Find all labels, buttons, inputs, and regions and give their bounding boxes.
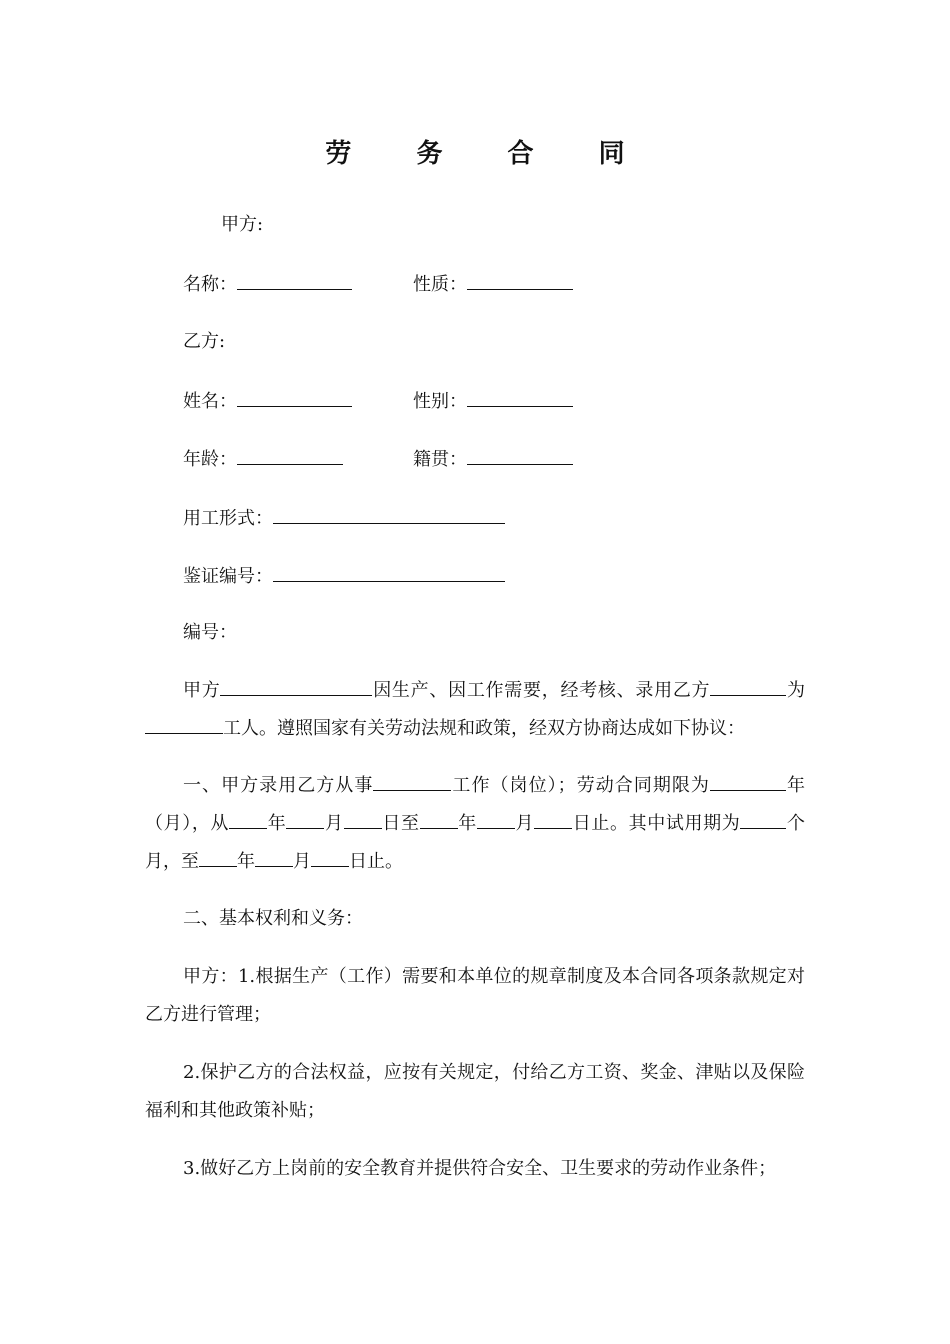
clause1-text-7: 年: [457, 813, 477, 834]
certification-no-blank[interactable]: [273, 563, 505, 582]
clause1-text-11: 年: [237, 851, 255, 872]
clause1-text-8: 月: [514, 813, 535, 834]
intro-text-2: 因生产、因工作需要，经考核、录用乙方: [372, 680, 711, 701]
intro-blank-worker-type[interactable]: [145, 717, 223, 734]
party-b-age-blank[interactable]: [237, 446, 343, 465]
document-title: 劳 务 合 同: [325, 139, 653, 169]
clause1-text-3: 年（月），从: [145, 775, 806, 834]
employment-form-row: [183, 505, 505, 531]
clause-two-item-1: 甲方：1.根据生产（工作）需要和本单位的规章制度及本合同各项条款规定对乙方进行管理；: [145, 966, 805, 1025]
party-a-nature-label: 性质：: [413, 274, 467, 295]
certification-no-label: 鉴证编号：: [183, 566, 273, 587]
party-b-name-row: [183, 388, 352, 414]
clause1-blank-probation-year[interactable]: [199, 850, 237, 867]
clause-two-item-2: 2.保护乙方的合法权益，应按有关规定，付给乙方工资、奖金、津贴以及保险福利和其他政策补贴；: [145, 1062, 805, 1121]
intro-blank-party-b[interactable]: [710, 679, 786, 696]
party-b-hometown-blank[interactable]: [467, 446, 573, 465]
party-b-age-row: [183, 446, 343, 472]
clause1-blank-job[interactable]: [373, 774, 451, 791]
clause1-blank-start-day[interactable]: [344, 812, 382, 829]
party-b-hometown-label: 籍贯：: [413, 449, 467, 470]
party-b-name-label: 姓名：: [183, 391, 237, 412]
party-b-heading: 乙方:: [183, 331, 226, 352]
clause-two-heading: 二、基本权利和义务：: [183, 908, 363, 929]
employment-form-blank[interactable]: [273, 505, 505, 524]
clause1-blank-end-day[interactable]: [534, 812, 572, 829]
intro-blank-party-a[interactable]: [220, 679, 372, 696]
clause1-blank-probation-day[interactable]: [311, 850, 349, 867]
clause1-text-12: 月: [293, 851, 311, 872]
clause1-text-5: 月: [324, 813, 344, 834]
clause1-text-2: 工作（岗位）；劳动合同期限为: [451, 775, 710, 796]
clause1-text-10: 个月，至: [145, 813, 806, 872]
clause-one-paragraph: [145, 767, 805, 881]
clause1-text-9: 日止。其中试用期为: [572, 813, 741, 834]
clause1-text-4: 年: [267, 813, 287, 834]
clause1-blank-end-year[interactable]: [420, 812, 458, 829]
party-a-name-row: [183, 271, 352, 297]
party-a-name-blank[interactable]: [237, 271, 352, 290]
party-a-heading: 甲方:: [221, 214, 264, 235]
party-a-name-label: 名称：: [183, 274, 237, 295]
party-b-name-blank[interactable]: [237, 388, 352, 407]
clause1-blank-term[interactable]: [710, 774, 786, 791]
party-a-nature-row: [413, 271, 573, 297]
number-label: 编号：: [183, 622, 237, 643]
clause1-text-13: 日止。: [349, 851, 403, 872]
party-a-nature-blank[interactable]: [467, 271, 573, 290]
certification-no-row: [183, 563, 505, 589]
clause1-blank-probation-month[interactable]: [255, 850, 293, 867]
party-b-age-label: 年龄：: [183, 449, 237, 470]
intro-text-1: 甲方: [183, 680, 221, 701]
intro-paragraph: [145, 672, 805, 748]
clause1-blank-probation-months[interactable]: [740, 812, 786, 829]
party-b-gender-label: 性别：: [413, 391, 467, 412]
clause1-text-1: 一、甲方录用乙方从事: [183, 775, 374, 796]
clause1-blank-start-year[interactable]: [229, 812, 267, 829]
clause1-text-6: 日至: [381, 813, 420, 834]
clause1-blank-start-month[interactable]: [286, 812, 324, 829]
employment-form-label: 用工形式：: [183, 508, 273, 529]
intro-text-4: 工人。遵照国家有关劳动法规和政策，经双方协商达成如下协议：: [223, 718, 745, 739]
clause1-blank-end-month[interactable]: [477, 812, 515, 829]
party-b-hometown-row: [413, 446, 573, 472]
intro-text-3: 为: [786, 680, 806, 701]
party-b-gender-blank[interactable]: [467, 388, 573, 407]
party-b-gender-row: [413, 388, 573, 414]
clause-two-item-3: 3.做好乙方上岗前的安全教育并提供符合安全、卫生要求的劳动作业条件；: [183, 1158, 777, 1179]
